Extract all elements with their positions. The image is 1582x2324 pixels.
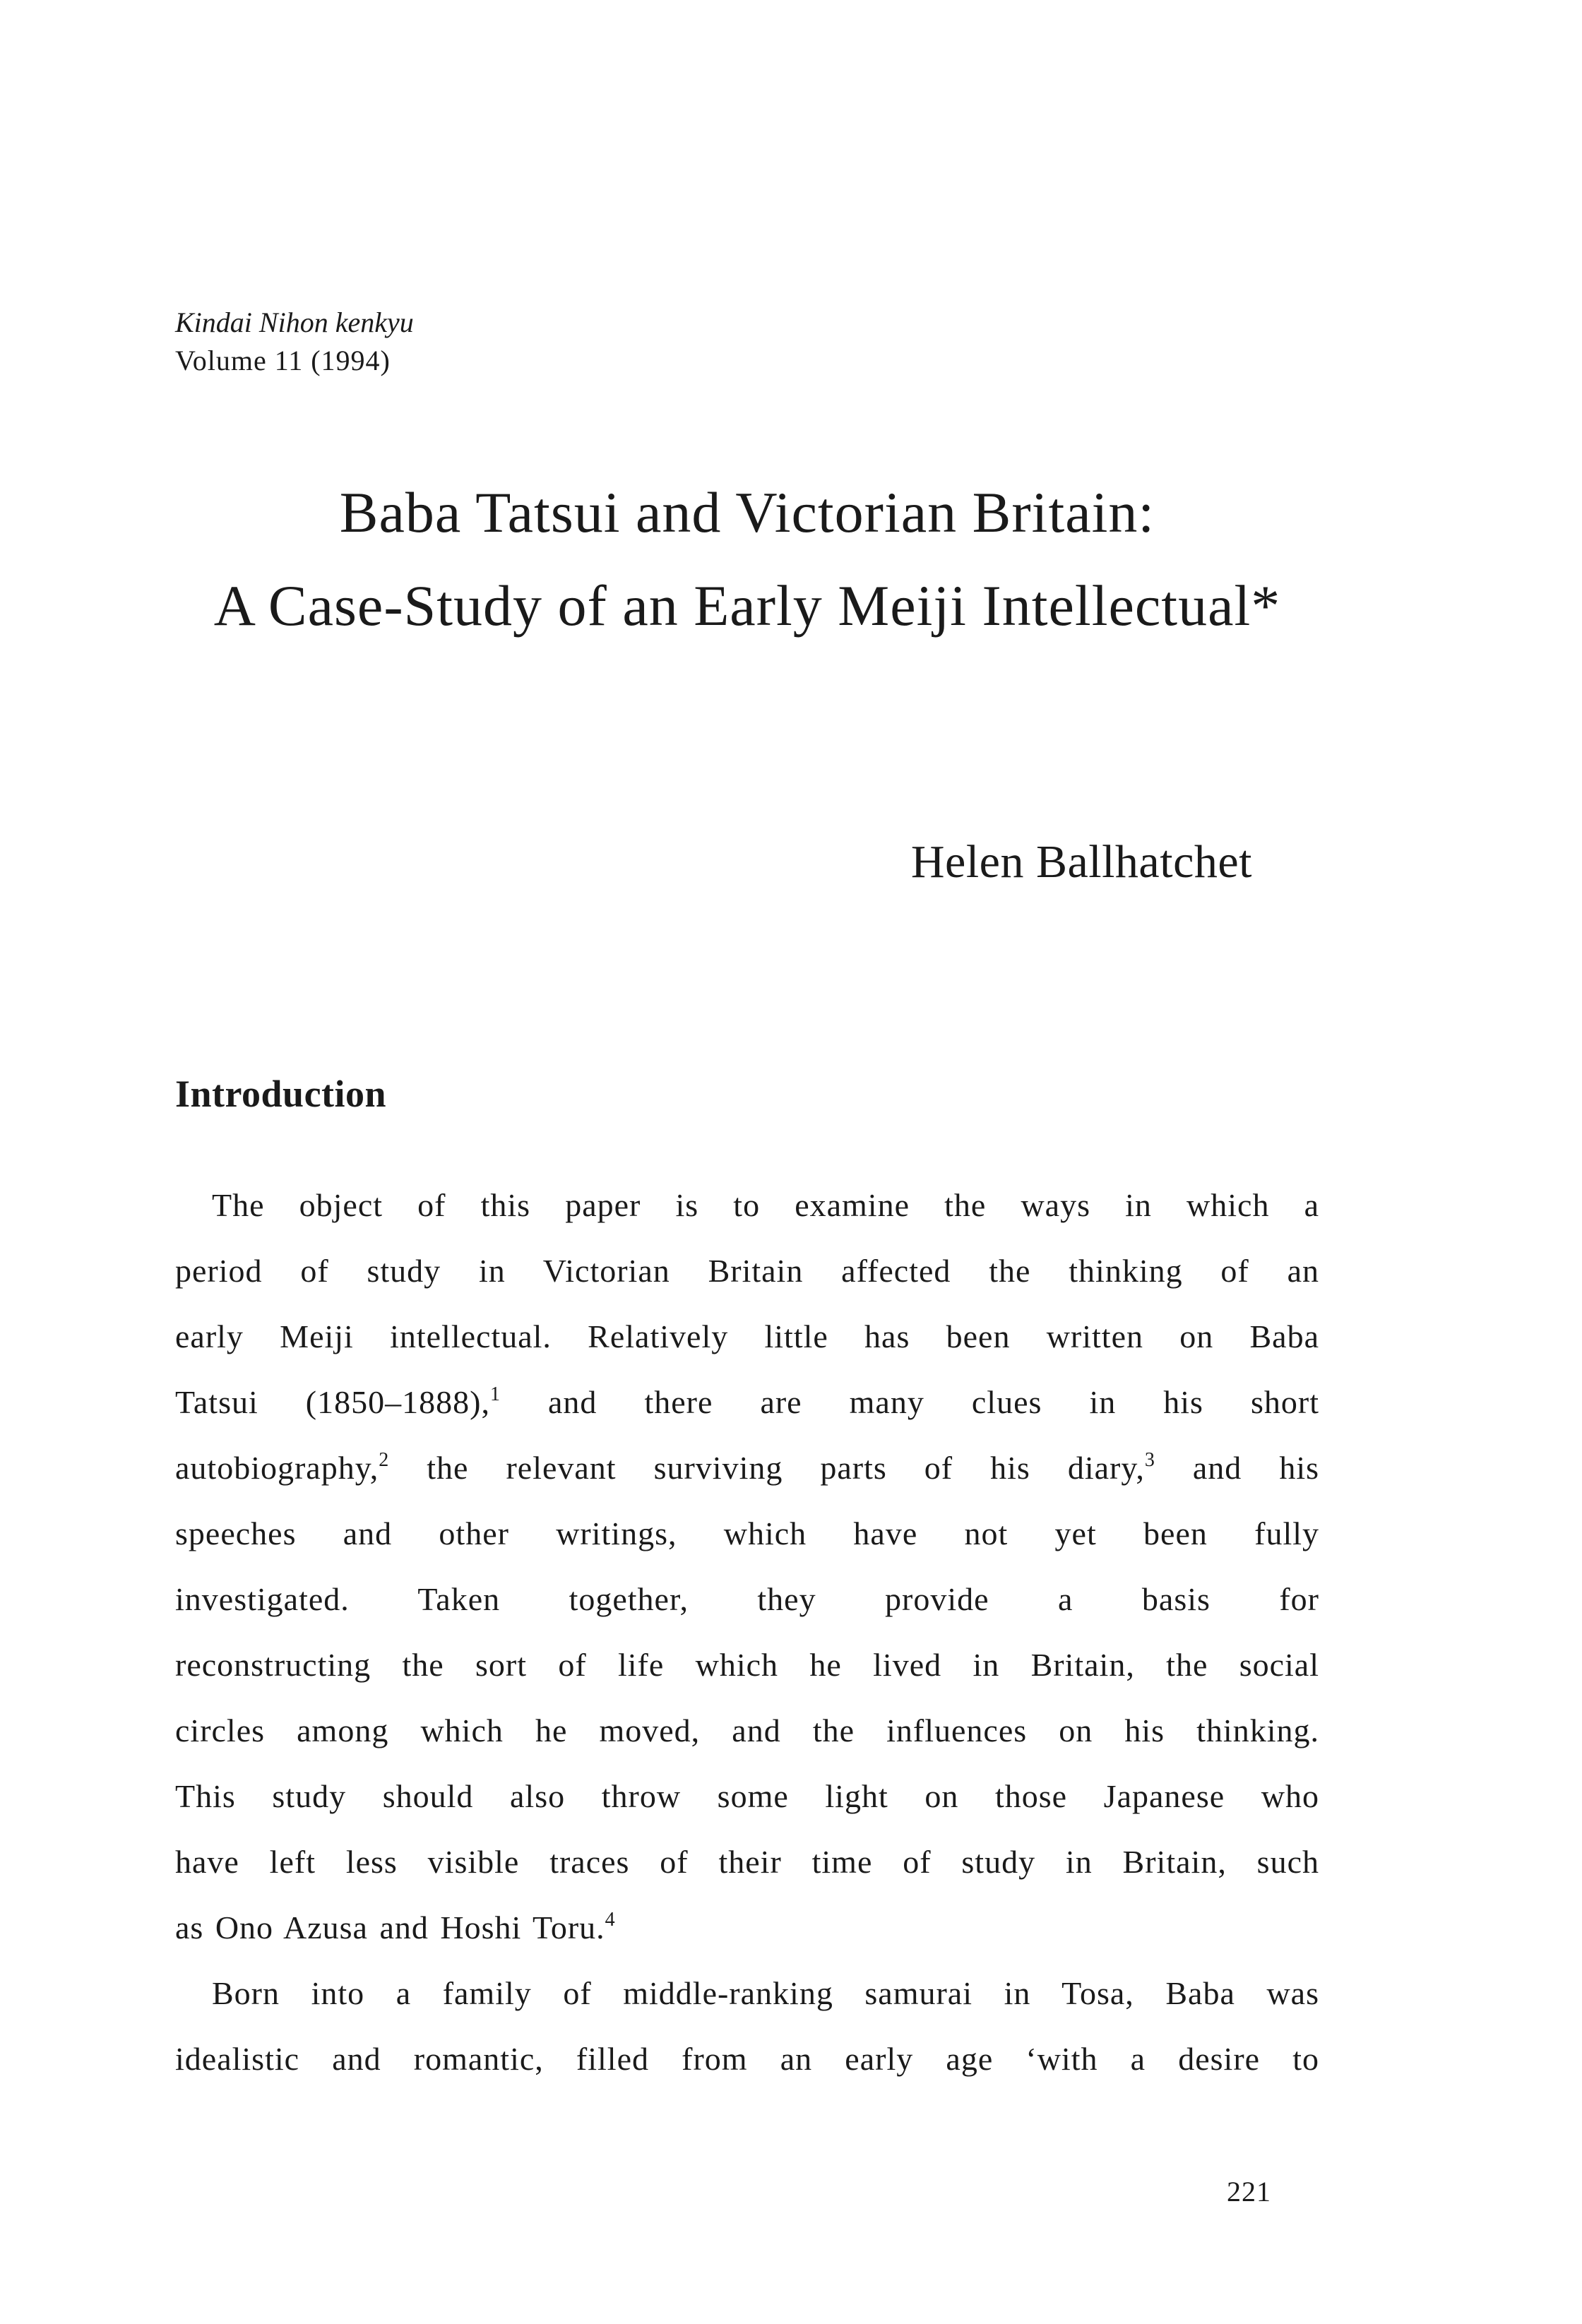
body-line: Born into a family of middle-ranking samurai in Tosa, Baba was — [212, 1975, 1319, 2011]
body-line: idealistic and romantic, filled from an early age ‘with a desire to — [175, 2041, 1319, 2077]
journal-name: Kindai Nihon kenkyu — [175, 306, 414, 338]
journal-info — [175, 304, 414, 380]
body-line: as Ono Azusa and Hoshi Toru.$^4$ — [175, 1909, 616, 1945]
footnote-ref: 2 — [379, 1449, 390, 1471]
page-number: 221 — [1227, 2176, 1271, 2207]
title-line-1: Baba Tatsui and Victorian Britain: — [339, 480, 1155, 544]
title-line-2: A Case-Study of an Early Meiji Intellectual* — [213, 573, 1281, 638]
body-line: This study should also throw some light on those Japanese who — [175, 1778, 1319, 1814]
author-name: Helen Ballhatchet — [910, 836, 1252, 888]
journal-volume: Volume 11 (1994) — [175, 345, 391, 376]
body-line: investigated. Taken together, they provide a basis for — [175, 1581, 1319, 1617]
body-line: period of study in Victorian Britain affected the thinking of an — [175, 1253, 1319, 1289]
body-line: circles among which he moved, and the influences on his thinking. — [175, 1712, 1319, 1748]
paper-title — [175, 480, 1319, 638]
body-line: reconstructing the sort of life which he lived in Britain, the social — [175, 1647, 1319, 1683]
body-text — [175, 1172, 1319, 2092]
body-line: have left less visible traces of their time of study in Britain, such — [175, 1844, 1319, 1880]
body-line: The object of this paper is to examine the ways in which a — [212, 1187, 1319, 1223]
body-line: early Meiji intellectual. Relatively little has been written on Baba — [175, 1318, 1319, 1354]
section-heading: Introduction — [175, 1073, 387, 1115]
body-line: Tatsui (1850–1888),$^1$ and there are many clues in his short — [175, 1383, 1319, 1420]
footnote-ref: 3 — [1144, 1449, 1155, 1471]
body-line: autobiography,$^2$ the relevant surviving parts of his diary,$^3$ and his — [175, 1449, 1319, 1486]
footnote-ref: 1 — [489, 1383, 501, 1405]
footnote-ref: 4 — [605, 1909, 616, 1931]
body-line: speeches and other writings, which have not yet been fully — [175, 1515, 1319, 1551]
